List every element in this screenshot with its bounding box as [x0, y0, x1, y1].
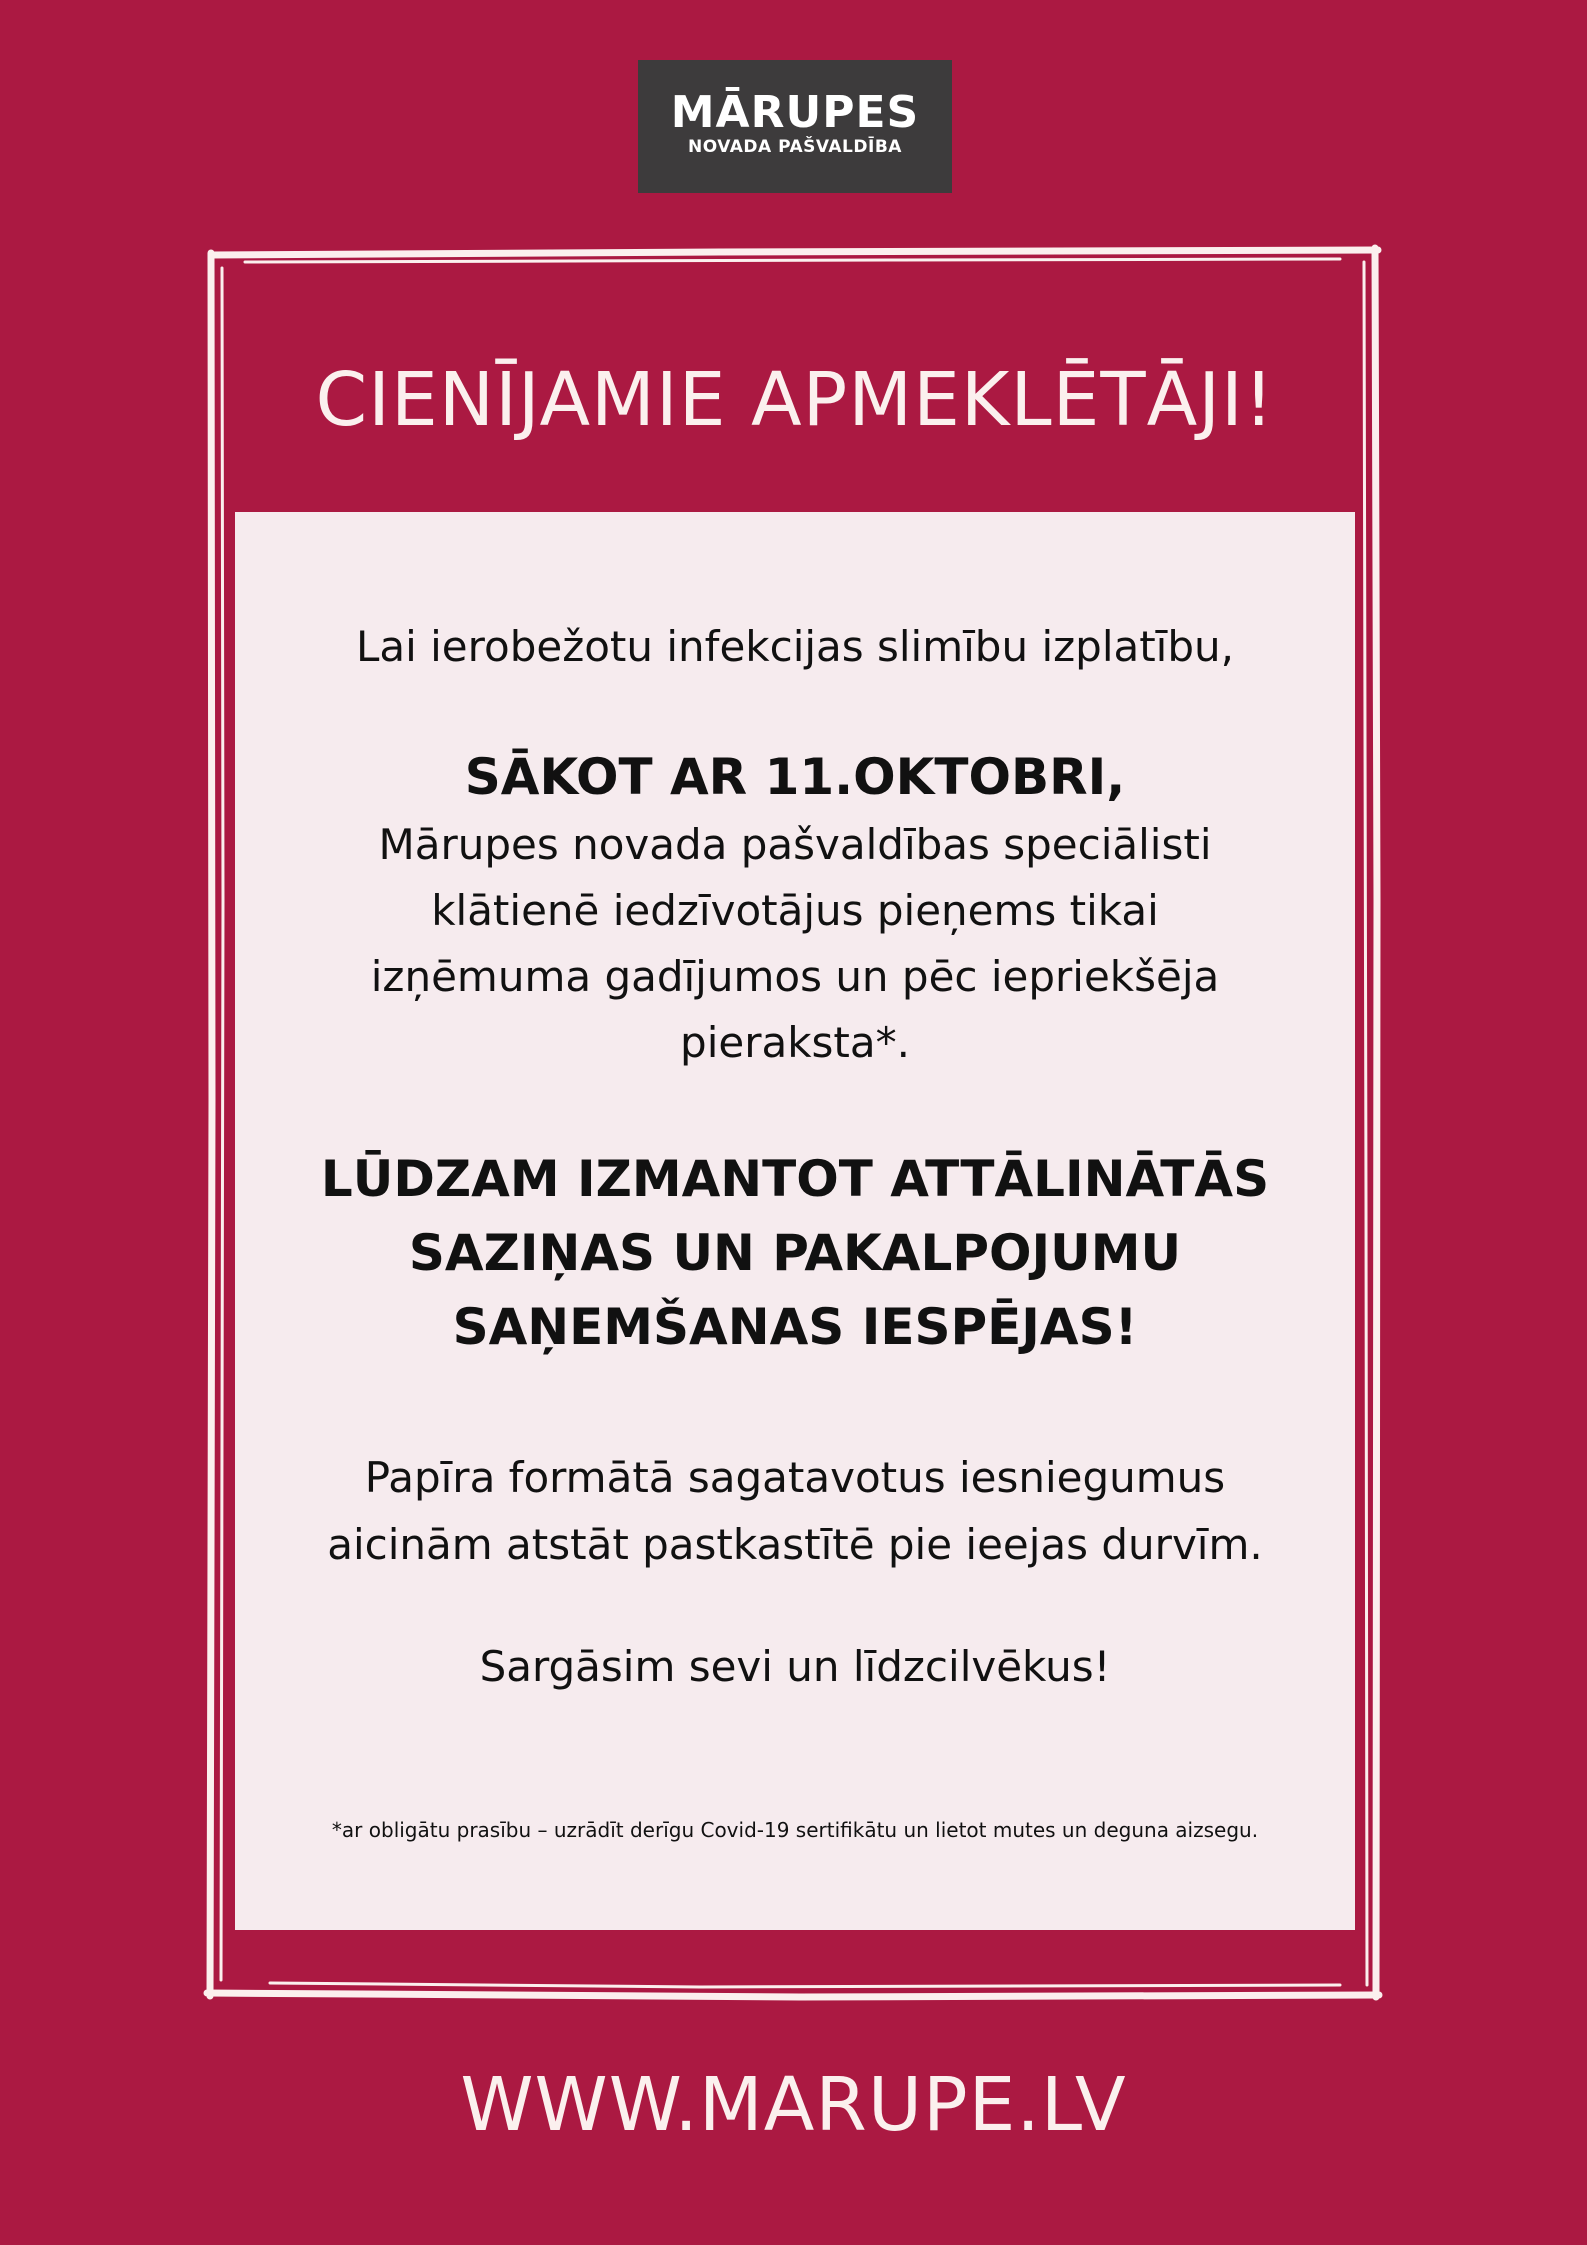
remote-services-call — [235, 1142, 1355, 1364]
paper-line: aicinām atstāt pastkastītē pie ieejas durvīm. — [327, 1520, 1263, 1569]
reception-line: izņēmuma gadījumos un pēc iepriekšēja — [370, 952, 1220, 1001]
reception-text — [235, 812, 1355, 1076]
reception-line: Mārupes novada pašvaldības speciālisti — [378, 820, 1212, 869]
start-date-heading: SĀKOT AR 11.OKTOBRI, — [464, 748, 1126, 806]
footnote: *ar obligātu prasību – uzrādīt derīgu Covid-19 sertifikātu un lietot mutes un deguna aizsegu. — [331, 1818, 1259, 1842]
website-url[interactable]: WWW.MARUPE.LV — [460, 2062, 1127, 2148]
paper-submission-text — [235, 1444, 1355, 1578]
call-line: LŪDZAM IZMANTOT ATTĀLINĀTĀS — [320, 1150, 1270, 1208]
paper-line: Papīra formātā sagatavotus iesniegumus — [364, 1453, 1226, 1502]
call-line: SAŅEMŠANAS IESPĒJAS! — [452, 1298, 1138, 1356]
intro-text: Lai ierobežotu infekcijas slimību izplatību, — [355, 622, 1234, 671]
reception-line: klātienē iedzīvotājus pieņems tikai — [431, 886, 1159, 935]
logo-main-text: MĀRUPES — [670, 87, 920, 138]
reception-line: pieraksta*. — [680, 1018, 910, 1067]
notice-panel — [235, 512, 1355, 1930]
call-line: SAZIŅAS UN PAKALPOJUMU — [408, 1224, 1182, 1282]
headline: CIENĪJAMIE APMEKLĒTĀJI! — [315, 357, 1275, 443]
logo-sub-text: NOVADA PAŠVALDĪBA — [688, 137, 902, 157]
stay-safe-text: Sargāsim sevi un līdzcilvēkus! — [479, 1642, 1111, 1691]
